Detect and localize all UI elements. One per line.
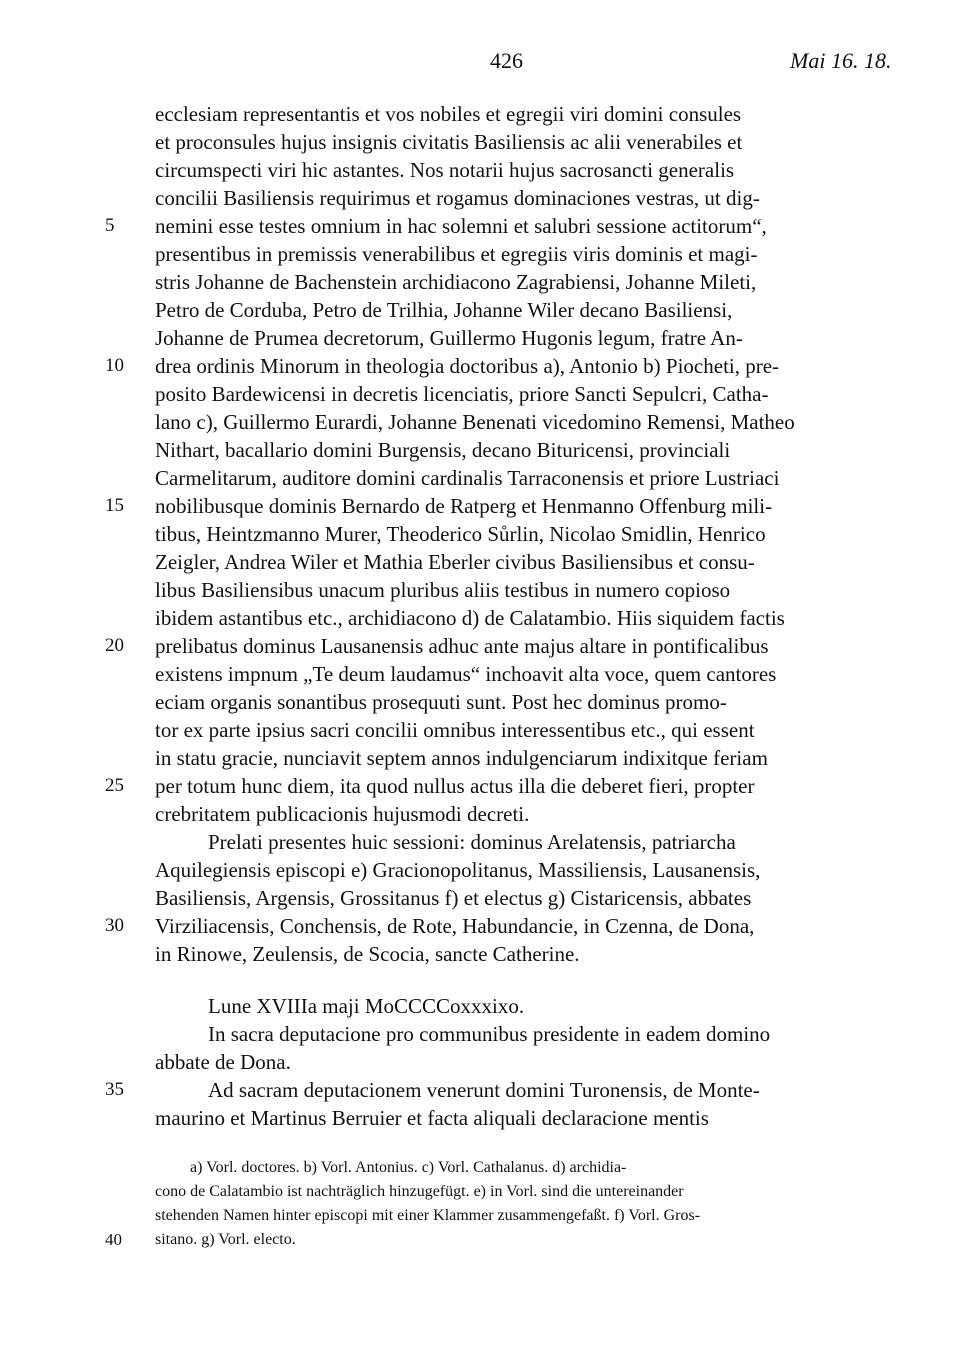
- line-number: 25: [105, 775, 124, 796]
- line-number: 30: [105, 915, 124, 936]
- body-line: nobilibusque dominis Bernardo de Ratperg et Henmanno Offenburg mili-: [155, 494, 773, 518]
- line-number: 15: [105, 495, 124, 516]
- body-line: existens impnum „Te deum laudamus“ inchoavit alta voce, quem cantores: [155, 662, 777, 686]
- body-line: Carmelitarum, auditore domini cardinalis Tarraconensis et priore Lustriaci: [155, 466, 780, 490]
- body-line: Ad sacram deputacionem venerunt domini Turonensis, de Monte-: [208, 1078, 760, 1102]
- body-line: Johanne de Prumea decretorum, Guillermo Hugonis legum, fratre An-: [155, 326, 743, 350]
- body-line: et proconsules hujus insignis civitatis Basiliensis ac alii venerabiles et: [155, 130, 743, 154]
- footnote-line: cono de Calatambio ist nachträglich hinzugefügt. e) in Vorl. sind die untereinander: [155, 1183, 684, 1200]
- body-line: ibidem astantibus etc., archidiacono d) de Calatambio. Hiis siquidem factis: [155, 606, 785, 630]
- line-number: 5: [105, 215, 115, 236]
- body-line: Zeigler, Andrea Wiler et Mathia Eberler civibus Basiliensibus et consu-: [155, 550, 755, 574]
- footnote-line: stehenden Namen hinter episcopi mit einer Klammer zusammengefaßt. f) Vorl. Gros-: [155, 1207, 701, 1224]
- date-heading: Lune XVIIIa maji MoCCCCoxxxixo.: [208, 994, 525, 1018]
- running-head: Mai 16. 18.: [790, 48, 892, 73]
- body-line: ecclesiam representantis et vos nobiles et egregii viri domini consules: [155, 102, 742, 126]
- body-line: Petro de Corduba, Petro de Trilhia, Johanne Wiler decano Basiliensi,: [155, 298, 733, 322]
- body-line: per totum hunc diem, ita quod nullus actus illa die deberet fieri, propter: [155, 774, 755, 798]
- line-number: 10: [105, 355, 124, 376]
- body-line: tibus, Heintzmanno Murer, Theoderico Sůrlin, Nicolao Smidlin, Henrico: [155, 522, 766, 546]
- body-line: in Rinowe, Zeulensis, de Scocia, sancte Catherine.: [155, 942, 580, 966]
- body-line: eciam organis sonantibus prosequuti sunt. Post hec dominus promo-: [155, 690, 727, 714]
- body-line: posito Bardewicensi in decretis licenciatis, priore Sancti Sepulcri, Catha-: [155, 382, 769, 406]
- body-line: drea ordinis Minorum in theologia doctoribus a), Antonio b) Piocheti, pre-: [155, 354, 780, 378]
- body-line: maurino et Martinus Berruier et facta aliquali declaracione mentis: [155, 1106, 709, 1130]
- body-line: presentibus in premissis venerabilibus et egregiis viris dominis et magi-: [155, 242, 758, 266]
- body-line: Nithart, bacallario domini Burgensis, decano Bituricensi, provinciali: [155, 438, 731, 462]
- footnote-line: sitano. g) Vorl. electo.: [155, 1231, 296, 1248]
- body-line: crebritatem publicacionis hujusmodi decreti.: [155, 802, 530, 826]
- body-line: Virziliacensis, Conchensis, de Rote, Habundancie, in Czenna, de Dona,: [155, 914, 755, 938]
- footnote-line: a) Vorl. doctores. b) Vorl. Antonius. c) Vorl. Cathalanus. d) archidia-: [190, 1159, 627, 1176]
- body-line: libus Basiliensibus unacum pluribus aliis testibus in numero copioso: [155, 578, 731, 602]
- body-line: In sacra deputacione pro communibus presidente in eadem domino: [208, 1022, 771, 1046]
- body-line: prelibatus dominus Lausanensis adhuc ante majus altare in pontificalibus: [155, 634, 769, 658]
- body-line: Aquilegiensis episcopi e) Gracionopolitanus, Massiliensis, Lausanensis,: [155, 858, 761, 882]
- page-number: 426: [490, 48, 523, 73]
- body-line: circumspecti viri hic astantes. Nos notarii hujus sacrosancti generalis: [155, 158, 735, 182]
- line-number: 20: [105, 635, 124, 656]
- body-line: nemini esse testes omnium in hac solemni et salubri sessione actitorum“,: [155, 214, 767, 238]
- body-line: abbate de Dona.: [155, 1050, 291, 1074]
- line-number: 35: [105, 1079, 124, 1100]
- body-line: Prelati presentes huic sessioni: dominus Arelatensis, patriarcha: [208, 830, 736, 854]
- body-line: lano c), Guillermo Eurardi, Johanne Benenati vicedomino Remensi, Matheo: [155, 410, 795, 434]
- body-line: in statu gracie, nunciavit septem annos indulgenciarum indixitque feriam: [155, 746, 768, 770]
- body-line: concilii Basiliensis requirimus et rogamus dominaciones vestras, ut dig-: [155, 186, 760, 210]
- body-line: Basiliensis, Argensis, Grossitanus f) et electus g) Cistaricensis, abbates: [155, 886, 752, 910]
- body-line: tor ex parte ipsius sacri concilii omnibus interessentibus etc., qui essent: [155, 718, 755, 742]
- footnote-line-number: 40: [105, 1230, 122, 1249]
- body-line: stris Johanne de Bachenstein archidiacono Zagrabiensi, Johanne Mileti,: [155, 270, 757, 294]
